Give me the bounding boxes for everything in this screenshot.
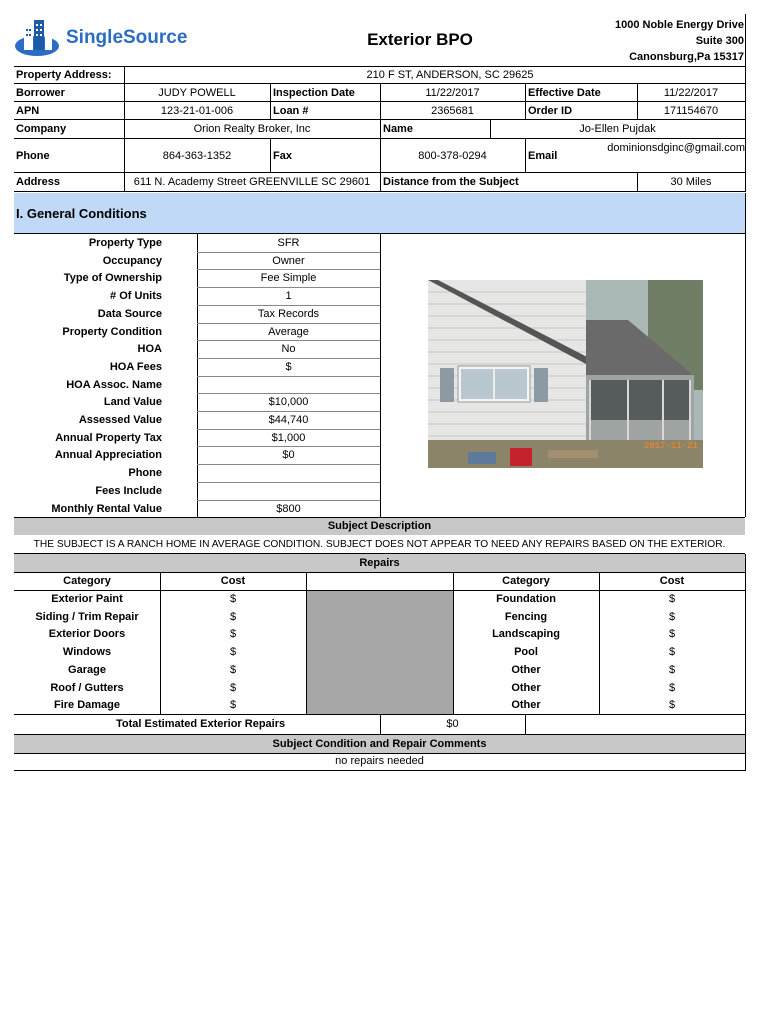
repair-cost-left: $	[229, 646, 237, 658]
order-id-label: Order ID	[528, 105, 573, 117]
general-row-label: Phone	[128, 467, 162, 479]
name-label: Name	[383, 123, 413, 135]
general-row-value: $44,740	[268, 414, 309, 426]
general-row-value: $800	[276, 503, 301, 515]
repairs-title: Repairs	[359, 557, 400, 569]
address-line-2: Suite 300	[695, 35, 744, 47]
repairs-category-header-right: Category	[502, 575, 550, 587]
logo-building-icon	[14, 18, 60, 58]
general-row-label: Data Source	[97, 308, 162, 320]
borrower-label: Borrower	[16, 87, 65, 99]
general-row-value: $10,000	[268, 396, 309, 408]
distance-value: 30 Miles	[670, 176, 712, 188]
repair-category-right: Fencing	[504, 611, 548, 623]
general-row-value: $1,000	[271, 432, 306, 444]
singlesource-logo	[14, 18, 188, 58]
effective-date-value: 11/22/2017	[663, 87, 719, 99]
loan-value: 2365681	[431, 105, 474, 117]
repair-cost-left: $	[229, 682, 237, 694]
logo-text: SingleSource	[66, 27, 188, 48]
general-row-label: HOA	[137, 343, 162, 355]
borrower-value: JUDY POWELL	[158, 87, 236, 99]
repair-category-right: Foundation	[496, 593, 556, 605]
comments-title: Subject Condition and Repair Comments	[272, 738, 487, 750]
property-address-label: Property Address:	[16, 69, 112, 81]
address-value: 611 N. Academy Street GREENVILLE SC 29601	[133, 176, 371, 188]
repair-cost-right: $	[668, 628, 676, 640]
inspection-date-value: 11/22/2017	[425, 87, 480, 99]
repairs-category-header-left: Category	[63, 575, 111, 587]
general-row-label: Property Type	[88, 237, 162, 249]
general-row-label: Occupancy	[102, 255, 162, 267]
fax-label: Fax	[273, 150, 292, 162]
repair-category-left: Roof / Gutters	[50, 682, 124, 694]
distance-label: Distance from the Subject	[383, 176, 519, 188]
repair-category-left: Garage	[68, 664, 106, 676]
repair-cost-left: $	[229, 628, 237, 640]
general-row-value: $0	[282, 449, 295, 461]
general-row-label: Type of Ownership	[63, 272, 162, 284]
address-line-3: Canonsburg,Pa 15317	[629, 51, 744, 63]
repair-cost-right: $	[668, 611, 676, 623]
general-row-label: Assessed Value	[78, 414, 162, 426]
repair-cost-left: $	[229, 664, 237, 676]
repair-category-left: Fire Damage	[53, 699, 121, 711]
general-row-label: HOA Assoc. Name	[66, 379, 162, 391]
apn-label: APN	[16, 105, 40, 117]
name-value: Jo-Ellen Pujdak	[579, 123, 656, 135]
repair-category-right: Other	[511, 699, 541, 711]
repair-category-right: Landscaping	[492, 628, 560, 640]
total-repairs-value: $0	[446, 718, 459, 730]
repairs-header	[14, 554, 745, 572]
general-row-label: # Of Units	[110, 290, 162, 302]
general-row-value: 1	[285, 290, 292, 302]
repairs-cost-header-left: Cost	[220, 575, 246, 587]
subject-description-header	[14, 517, 745, 535]
address-label: Address	[16, 176, 61, 188]
phone-value: 864-363-1352	[162, 150, 232, 162]
repair-category-right: Pool	[514, 646, 538, 658]
general-row-label: Property Condition	[62, 326, 162, 338]
company-address	[560, 17, 744, 65]
general-row-value: No	[281, 343, 296, 355]
repair-category-left: Exterior Paint	[51, 593, 123, 605]
total-repairs-label: Total Estimated Exterior Repairs	[116, 718, 286, 730]
repairs-cost-header-right: Cost	[659, 575, 685, 587]
photo-timestamp: 2017-11-21	[644, 441, 699, 451]
email-label: Email	[528, 150, 558, 162]
comments-header	[14, 735, 745, 753]
general-row-label: Land Value	[103, 396, 162, 408]
general-row-value: Tax Records	[257, 308, 320, 320]
general-row-label: Monthly Rental Value	[51, 503, 162, 515]
general-row-value: Owner	[272, 255, 305, 267]
loan-label: Loan #	[273, 105, 309, 117]
fax-value: 800-378-0294	[418, 150, 487, 162]
repair-category-left: Windows	[62, 646, 112, 658]
repair-cost-left: $	[229, 699, 237, 711]
repair-cost-right: $	[668, 682, 676, 694]
order-id-value: 171154670	[663, 105, 719, 117]
subject-description-title: Subject Description	[327, 520, 432, 532]
general-row-label: Fees Include	[95, 485, 162, 497]
repair-category-left: Siding / Trim Repair	[35, 611, 139, 623]
email-value[interactable]: dominionsdginc@gmail.com	[607, 142, 745, 154]
repair-cost-right: $	[668, 699, 676, 711]
repair-cost-left: $	[229, 593, 237, 605]
general-conditions-header	[14, 193, 745, 233]
repair-cost-right: $	[668, 593, 676, 605]
general-row-label: HOA Fees	[109, 361, 162, 373]
repairs-spacer	[307, 591, 453, 714]
general-conditions-title: I. General Conditions	[16, 206, 147, 221]
general-row-value: Fee Simple	[260, 272, 317, 284]
property-photo	[428, 280, 703, 468]
subject-description-text: THE SUBJECT IS A RANCH HOME IN AVERAGE CONDITION. SUBJECT DOES NOT APPEAR TO NEED ANY REPAIRS BASED ON THE EXTERIOR.	[33, 539, 726, 550]
effective-date-label: Effective Date	[528, 87, 601, 99]
repair-category-right: Other	[511, 682, 541, 694]
company-label: Company	[16, 123, 67, 135]
property-address-value: 210 F ST, ANDERSON, SC 29625	[366, 69, 534, 81]
general-row-label: Annual Property Tax	[55, 432, 162, 444]
general-row-value: $	[285, 361, 292, 373]
phone-label: Phone	[16, 150, 50, 162]
page-title: Exterior BPO	[367, 30, 473, 49]
inspection-date-label: Inspection Date	[273, 87, 355, 99]
general-row-label: Annual Appreciation	[54, 449, 162, 461]
company-value: Orion Realty Broker, Inc	[193, 123, 311, 135]
comments-text: no repairs needed	[335, 755, 424, 767]
repair-category-right: Other	[511, 664, 541, 676]
repair-cost-right: $	[668, 664, 676, 676]
general-row-value: Average	[268, 326, 309, 338]
repair-cost-right: $	[668, 646, 676, 658]
repair-cost-left: $	[229, 611, 237, 623]
repair-category-left: Exterior Doors	[48, 628, 126, 640]
house-photo-image	[428, 280, 703, 468]
apn-value: 123-21-01-006	[160, 105, 234, 117]
general-row-value: SFR	[277, 237, 300, 249]
address-line-1: 1000 Noble Energy Drive	[614, 19, 744, 31]
